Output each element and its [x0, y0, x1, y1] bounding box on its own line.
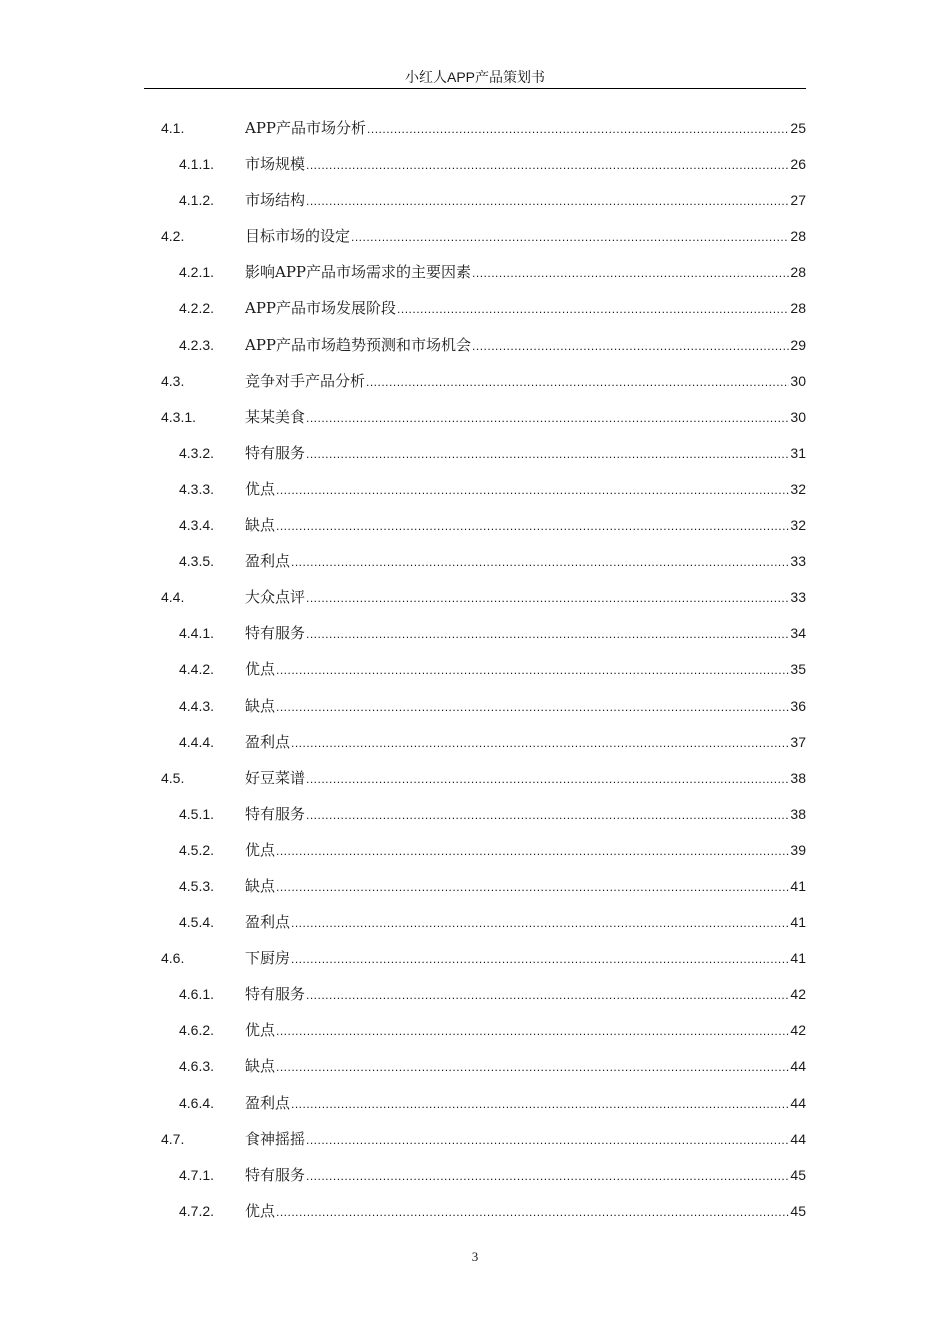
toc-entry-line: [245, 1056, 806, 1076]
toc-dot-leader: [366, 372, 789, 392]
toc-dot-leader: [306, 191, 789, 211]
toc-entry-page: 29: [790, 336, 806, 353]
toc-entry[interactable]: [0, 940, 950, 976]
toc-dot-leader: [291, 552, 789, 572]
toc-entry-title: 影响APP产品市场需求的主要因素: [245, 263, 472, 282]
toc-entry-title: 目标市场的设定: [245, 227, 351, 246]
toc-entry-line: [245, 696, 806, 716]
toc-entry-line: [245, 984, 806, 1004]
toc-entry-page: 37: [790, 733, 806, 750]
toc-entry[interactable]: [0, 254, 950, 290]
toc-dot-leader: [306, 985, 789, 1005]
toc-dot-leader: [306, 624, 789, 644]
toc-entry-number: 4.5.1.: [179, 805, 215, 822]
toc-entry[interactable]: [0, 290, 950, 326]
toc-entry-number: 4.5.2.: [179, 841, 215, 858]
toc-entry-line: [245, 118, 806, 138]
toc-entry-line: [245, 840, 806, 860]
toc-entry-title: 特有服务: [245, 985, 306, 1004]
page-header: [144, 66, 806, 89]
toc-entry[interactable]: [0, 146, 950, 182]
toc-entry-line: [245, 659, 806, 679]
toc-entry-page: 35: [790, 661, 806, 678]
toc-entry[interactable]: [0, 1085, 950, 1121]
toc-entry-line: [245, 1129, 806, 1149]
toc-entry-number: 4.3.: [161, 372, 185, 389]
toc-entry-number: 4.4.3.: [179, 697, 215, 714]
toc-entry-number: 4.5.3.: [179, 877, 215, 894]
toc-entry-number: 4.4.4.: [179, 733, 215, 750]
toc-dot-leader: [276, 841, 789, 861]
toc-dot-leader: [276, 1202, 789, 1222]
toc-entry-line: [245, 190, 806, 210]
toc-entry-page: 27: [790, 192, 806, 209]
toc-entry-page: 28: [790, 228, 806, 245]
toc-entry[interactable]: [0, 760, 950, 796]
toc-entry-number: 4.3.2.: [179, 444, 215, 461]
toc-entry-page: 32: [790, 517, 806, 534]
toc-entry-number: 4.6.1.: [179, 986, 215, 1003]
toc-entry-page: 44: [790, 1058, 806, 1075]
toc-entry[interactable]: [0, 435, 950, 471]
toc-dot-leader: [351, 227, 789, 247]
toc-entry[interactable]: [0, 543, 950, 579]
toc-entry-number: 4.6.4.: [179, 1094, 215, 1111]
toc-entry-page: 28: [790, 300, 806, 317]
toc-entry-line: [245, 623, 806, 643]
toc-dot-leader: [306, 805, 789, 825]
toc-entry-line: [245, 804, 806, 824]
toc-entry[interactable]: [0, 182, 950, 218]
toc-dot-leader: [291, 733, 789, 753]
toc-entry-page: 38: [790, 805, 806, 822]
toc-entry-page: 31: [790, 444, 806, 461]
toc-entry-title: 盈利点: [245, 1093, 291, 1112]
page-number: 3: [471, 1249, 479, 1264]
toc-dot-leader: [276, 1057, 789, 1077]
toc-entry-page: 26: [790, 156, 806, 173]
toc-entry[interactable]: [0, 471, 950, 507]
toc-entry-page: 34: [790, 625, 806, 642]
toc-entry-page: 25: [790, 120, 806, 136]
toc-entry-line: [245, 1093, 806, 1113]
table-of-contents: [0, 110, 950, 1229]
toc-entry-line: [245, 371, 806, 391]
toc-entry[interactable]: [0, 507, 950, 543]
toc-entry-number: 4.3.1.: [161, 408, 197, 425]
toc-entry-line: [245, 876, 806, 896]
toc-entry[interactable]: [0, 868, 950, 904]
toc-entry-page: 42: [790, 1022, 806, 1039]
toc-dot-leader: [306, 408, 789, 428]
toc-entry[interactable]: [0, 1193, 950, 1229]
toc-entry-line: [245, 262, 806, 282]
toc-entry-title: 市场结构: [245, 191, 306, 210]
toc-dot-leader: [276, 480, 789, 500]
toc-entry-title: APP产品市场趋势预测和市场机会: [245, 335, 472, 354]
toc-entry-number: 4.3.4.: [179, 517, 215, 534]
toc-entry-number: 4.1.: [161, 120, 185, 136]
toc-dot-leader: [367, 119, 789, 139]
toc-entry-line: [245, 515, 806, 535]
toc-entry-number: 4.2.1.: [179, 264, 215, 281]
toc-entry[interactable]: [0, 218, 950, 254]
toc-entry[interactable]: [0, 1121, 950, 1157]
toc-entry-page: 30: [790, 372, 806, 389]
toc-entry-number: 4.7.: [161, 1130, 185, 1147]
toc-entry-number: 4.2.: [161, 228, 185, 245]
toc-entry-line: [245, 407, 806, 427]
toc-dot-leader: [306, 1166, 789, 1186]
toc-entry-title: 大众点评: [245, 588, 306, 607]
toc-entry-title: 盈利点: [245, 732, 291, 751]
toc-entry-line: [245, 1020, 806, 1040]
toc-dot-leader: [306, 1130, 789, 1150]
toc-entry-line: [245, 768, 806, 788]
toc-dot-leader: [276, 516, 789, 536]
toc-entry-number: 4.3.3.: [179, 480, 215, 497]
toc-entry-page: 39: [790, 841, 806, 858]
toc-entry-page: 36: [790, 697, 806, 714]
toc-entry-line: [245, 587, 806, 607]
toc-entry-line: [245, 948, 806, 968]
toc-dot-leader: [306, 444, 789, 464]
toc-entry-title: 缺点: [245, 516, 276, 535]
toc-entry-line: [245, 479, 806, 499]
toc-dot-leader: [472, 263, 789, 283]
toc-entry-number: 4.6.: [161, 950, 185, 967]
toc-entry-number: 4.1.1.: [179, 156, 215, 173]
toc-entry-title: 下厨房: [245, 949, 291, 968]
toc-entry-number: 4.2.2.: [179, 300, 215, 317]
toc-entry-title: 某某美食: [245, 407, 306, 426]
toc-entry[interactable]: [0, 832, 950, 868]
toc-dot-leader: [306, 769, 789, 789]
toc-entry[interactable]: [0, 1012, 950, 1048]
toc-entry-line: [245, 912, 806, 932]
toc-entry-number: 4.5.4.: [179, 914, 215, 931]
toc-entry-page: 44: [790, 1130, 806, 1147]
toc-entry-line: [245, 154, 806, 174]
toc-dot-leader: [276, 697, 789, 717]
toc-entry[interactable]: [0, 615, 950, 651]
toc-entry-number: 4.4.: [161, 589, 185, 606]
toc-entry-title: 优点: [245, 1201, 276, 1220]
toc-entry[interactable]: [0, 1048, 950, 1084]
toc-dot-leader: [472, 336, 789, 356]
toc-entry-number: 4.3.5.: [179, 553, 215, 570]
toc-entry-line: [245, 732, 806, 752]
toc-entry-page: 28: [790, 264, 806, 281]
toc-entry-title: 特有服务: [245, 804, 306, 823]
toc-entry-title: 缺点: [245, 1057, 276, 1076]
toc-entry-page: 45: [790, 1202, 806, 1219]
toc-entry-title: 市场规模: [245, 155, 306, 174]
toc-entry-line: [245, 335, 806, 355]
toc-entry-title: 特有服务: [245, 1165, 306, 1184]
toc-entry-title: 特有服务: [245, 443, 306, 462]
toc-entry-page: 44: [790, 1094, 806, 1111]
toc-entry-title: APP产品市场分析: [245, 119, 367, 137]
toc-entry[interactable]: [0, 651, 950, 687]
toc-entry-page: 38: [790, 769, 806, 786]
toc-entry-number: 4.5.: [161, 769, 185, 786]
toc-entry-page: 42: [790, 986, 806, 1003]
toc-entry[interactable]: [0, 796, 950, 832]
toc-entry[interactable]: [0, 363, 950, 399]
toc-entry-page: 30: [790, 408, 806, 425]
toc-entry-line: [245, 226, 806, 246]
toc-entry-title: 缺点: [245, 696, 276, 715]
toc-entry-number: 4.4.2.: [179, 661, 215, 678]
toc-entry-line: [245, 298, 806, 318]
toc-entry-number: 4.2.3.: [179, 336, 215, 353]
toc-entry-title: 食神摇摇: [245, 1129, 306, 1148]
toc-entry-line: [245, 1165, 806, 1185]
toc-entry[interactable]: [0, 579, 950, 615]
toc-entry-title: 优点: [245, 479, 276, 498]
toc-dot-leader: [276, 660, 789, 680]
toc-entry-page: 33: [790, 553, 806, 570]
toc-entry[interactable]: [0, 110, 950, 146]
toc-entry-title: 优点: [245, 1021, 276, 1040]
toc-entry-number: 4.6.2.: [179, 1022, 215, 1039]
toc-dot-leader: [291, 1094, 789, 1114]
toc-entry-line: [245, 551, 806, 571]
toc-entry-title: 特有服务: [245, 624, 306, 643]
toc-entry[interactable]: [0, 724, 950, 760]
header-title: 小红人APP产品策划书: [404, 69, 545, 85]
toc-entry[interactable]: [0, 904, 950, 940]
toc-entry-title: 盈利点: [245, 913, 291, 932]
toc-dot-leader: [276, 1021, 789, 1041]
toc-entry-page: 41: [790, 950, 806, 967]
toc-entry-title: 优点: [245, 840, 276, 859]
toc-entry-number: 4.4.1.: [179, 625, 215, 642]
toc-entry-page: 33: [790, 589, 806, 606]
toc-dot-leader: [306, 155, 789, 175]
toc-dot-leader: [306, 588, 789, 608]
toc-entry-page: 41: [790, 877, 806, 894]
toc-entry-number: 4.1.2.: [179, 192, 215, 209]
toc-entry-page: 41: [790, 914, 806, 931]
toc-entry-number: 4.6.3.: [179, 1058, 215, 1075]
toc-entry-number: 4.7.1.: [179, 1166, 215, 1183]
toc-entry[interactable]: [0, 976, 950, 1012]
toc-dot-leader: [397, 299, 789, 319]
toc-entry-line: [245, 1201, 806, 1221]
toc-entry-title: 好豆菜谱: [245, 768, 306, 787]
toc-dot-leader: [291, 949, 789, 969]
toc-dot-leader: [276, 877, 789, 897]
toc-entry[interactable]: [0, 688, 950, 724]
toc-entry-line: [245, 443, 806, 463]
toc-entry-title: 盈利点: [245, 552, 291, 571]
page-footer: [0, 1248, 950, 1266]
toc-entry-page: 45: [790, 1166, 806, 1183]
toc-entry-number: 4.7.2.: [179, 1202, 215, 1219]
toc-entry-title: 优点: [245, 660, 276, 679]
toc-dot-leader: [291, 913, 789, 933]
toc-entry-title: APP产品市场发展阶段: [245, 299, 397, 318]
toc-entry[interactable]: [0, 327, 950, 363]
toc-entry-title: 竞争对手产品分析: [245, 371, 366, 390]
toc-entry-title: 缺点: [245, 876, 276, 895]
toc-entry[interactable]: [0, 399, 950, 435]
toc-entry[interactable]: [0, 1157, 950, 1193]
toc-entry-page: 32: [790, 480, 806, 497]
